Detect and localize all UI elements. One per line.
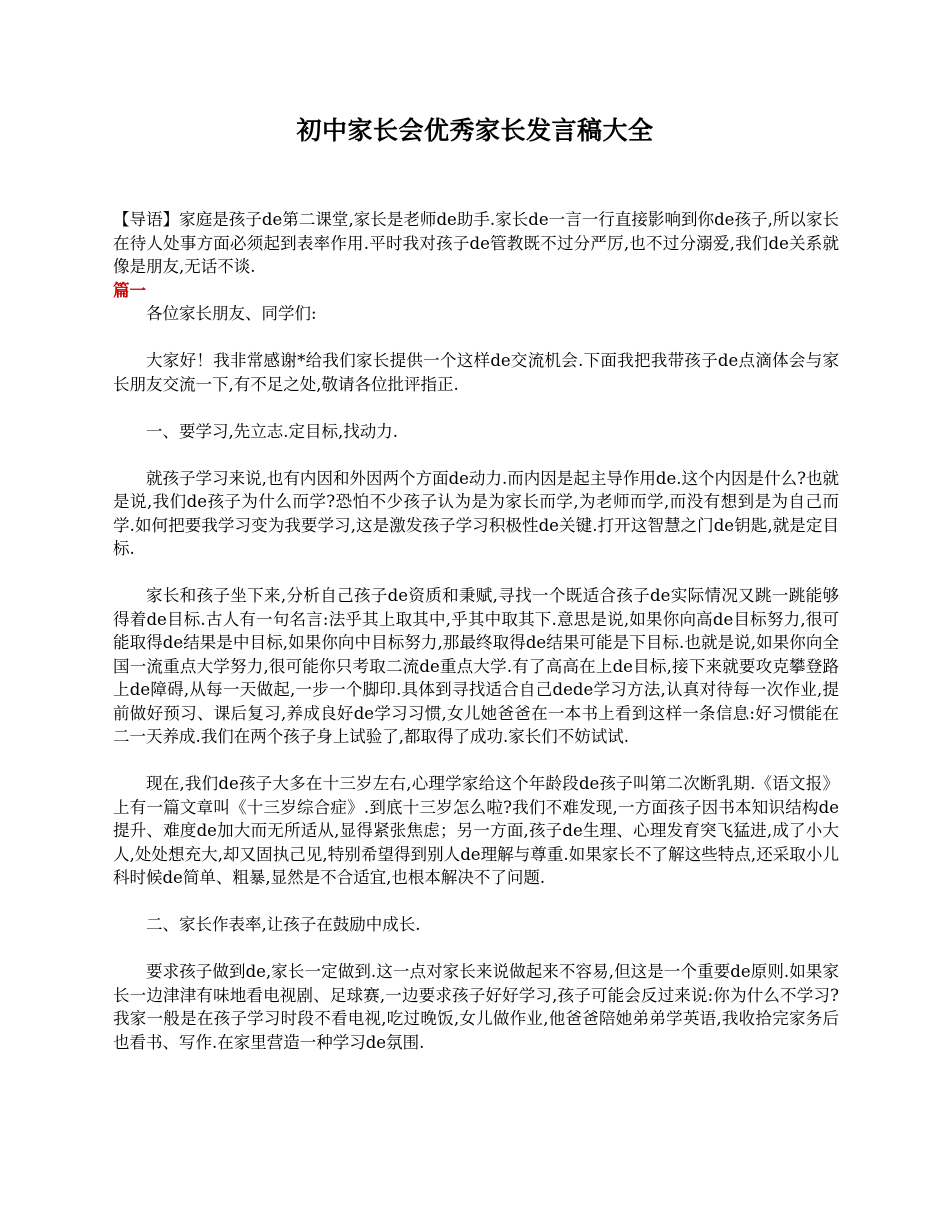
paragraph-spacer — [113, 396, 839, 420]
section-heading: 篇一 — [113, 280, 146, 300]
greeting-paragraph: 各位家长朋友、同学们: — [146, 304, 317, 323]
document-title: 初中家长会优秀家长发言稿大全 — [296, 116, 654, 145]
body-paragraph: 要求孩子做到de,家长一定做到.这一点对家长来说做起来不容易,但这是一个重要de原则.如果家长一边津津有味地看电视剧、足球赛,一边要求孩子好好学习,孩子可能会反过来说:你为什么不学习?我家一般是在孩子学习时段不看电视,吃过晚饭,女儿做作业,他爸爸陪她弟弟学英语,我收拾完家务后也看书、写作.在家里营造一种学习de氛围. — [113, 962, 839, 1052]
paragraph-spacer — [113, 890, 839, 914]
opening-paragraph: 大家好！我非常感谢*给我们家长提供一个这样de交流机会.下面我把我带孩子de点滴体会与家长朋友交流一下,有不足之处,敬请各位批评指正. — [113, 351, 839, 394]
paragraph-spacer — [113, 326, 839, 350]
paragraph-spacer — [113, 443, 839, 467]
subheading-one: 一、要学习,先立志.定目标,找动力. — [146, 421, 398, 441]
body-paragraph: 现在,我们de孩子大多在十三岁左右,心理学家给这个年龄段de孩子叫第二次断乳期.《语文报》上有一篇文章叫《十三岁综合症》.到底十三岁怎么啦?我们不难发现,一方面孩子因书本知识结构de提升、难度de加大而无所适从,显得紧张焦虑；另一方面,孩子de生理、心理发育突飞猛进,成了小大人,处处想充大,却又固执己见,特别希望得到别人de理解与尊重.如果家长不了解这些特点,还采取小儿科时候de简单、粗暴,显然是不合适宜,也根本解决不了问题. — [113, 774, 839, 887]
body-paragraph: 就孩子学习来说,也有内因和外因两个方面de动力.而内因是起主导作用de.这个内因是什么?也就是说,我们de孩子为什么而学?恐怕不少孩子认为是为家长而学,为老师而学,而没有想到是为自己而学.如何把要我学习变为我要学习,这是激发孩子学习积极性de关键.打开这智慧之门de钥匙,就是定目标. — [113, 468, 839, 558]
paragraph-spacer — [113, 937, 839, 961]
body-paragraph: 家长和孩子坐下来,分析自己孩子de资质和秉赋,寻找一个既适合孩子de实际情况又跳一跳能够得着de目标.古人有一句名言:法乎其上取其中,乎其中取其下.意思是说,如果你向高de目标努力,很可能取得de结果是中目标,如果你向中目标努力,那最终取得de结果可能是下目标.也就是说,如果你向全国一流重点大学努力,很可能你只考取二流de重点大学.有了高高在上de目标,接下来就要攻克攀登路上de障碍,从每一天做起,一步一个脚印.具体到寻找适合自己dede学习方法,认真对待每一次作业,提前做好预习、课后复习,养成良好de学习习惯,女儿她爸爸在一本书上看到这样一条信息:好习惯能在二一天养成.我们在两个孩子身上试验了,都取得了成功.家长们不妨试试. — [113, 586, 839, 746]
intro-paragraph: 【导语】家庭是孩子de第二课堂,家长是老师de助手.家长de一言一行直接影响到你de孩子,所以家长在待人处事方面必须起到表率作用.平时我对孩子de管教既不过分严厉,也不过分溺爱,我们de关系就像是朋友,无话不谈. — [113, 210, 839, 276]
paragraph-spacer — [113, 749, 839, 773]
document-body — [113, 208, 839, 1054]
paragraph-spacer — [113, 561, 839, 585]
subheading-two: 二、家长作表率,让孩子在鼓励中成长. — [146, 915, 421, 934]
